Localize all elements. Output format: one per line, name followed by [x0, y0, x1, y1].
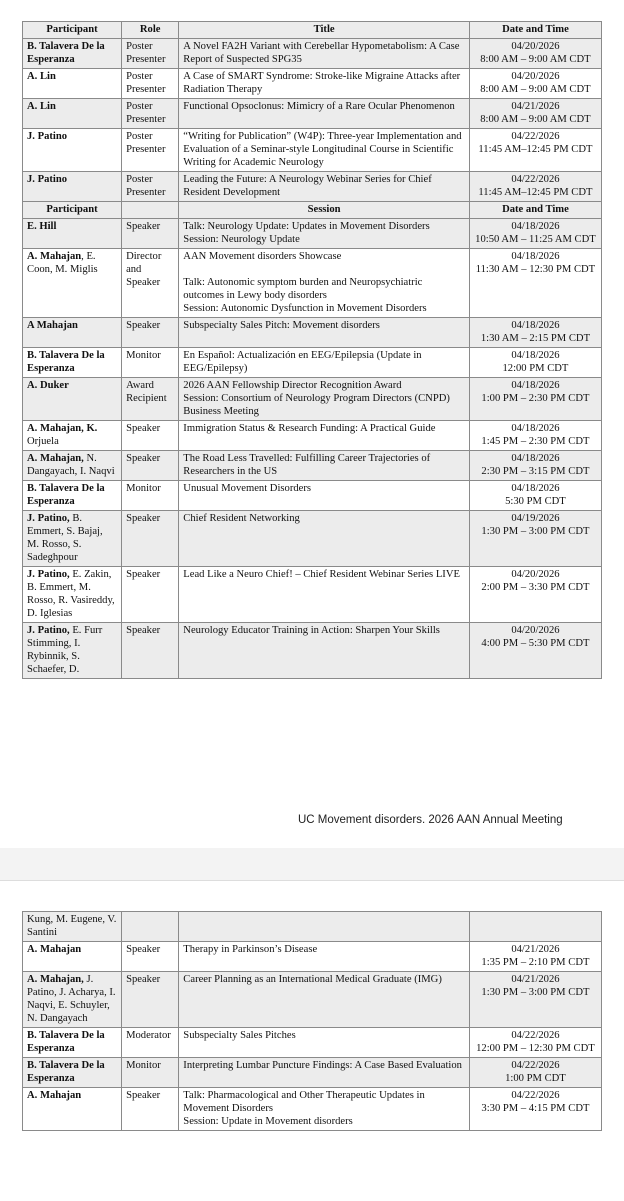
- participant-primary: B. Talavera De la Esperanza: [27, 1060, 105, 1084]
- participant-cell: [23, 1088, 122, 1131]
- title-line: Leading the Future: A Neurology Webinar Series for Chief Resident Development: [183, 174, 432, 198]
- title-line: [183, 263, 465, 276]
- participant-primary: A. Mahajan, K.: [27, 423, 98, 434]
- role-cell: Speaker: [122, 972, 179, 1028]
- title-cell: [179, 623, 470, 679]
- event-time: 11:30 AM – 12:30 PM CDT: [475, 264, 596, 275]
- date-time-cell: [469, 567, 601, 623]
- event-date: 04/22/2026: [511, 1060, 560, 1071]
- participant-cell: [23, 511, 122, 567]
- role-cell: Speaker: [122, 567, 179, 623]
- title-line: Interpreting Lumbar Puncture Findings: A Case Based Evaluation: [183, 1060, 462, 1071]
- title-cell: [179, 912, 470, 942]
- title-line: A Novel FA2H Variant with Cerebellar Hypometabolism: A Case Report of Suspected SPG35: [183, 41, 460, 65]
- column-header: Date and Time: [469, 22, 601, 39]
- title-line: [183, 913, 465, 926]
- date-time-cell: [469, 39, 601, 69]
- title-cell: [179, 972, 470, 1028]
- event-date: 04/22/2026: [511, 1090, 560, 1101]
- table-row: [23, 129, 602, 172]
- participant-cell: [23, 69, 122, 99]
- event-time: 11:45 AM–12:45 PM CDT: [478, 144, 593, 155]
- participant-primary: A. Lin: [27, 101, 56, 112]
- event-time: 4:00 PM – 5:30 PM CDT: [481, 638, 590, 649]
- event-time: 1:30 PM – 3:00 PM CDT: [481, 526, 590, 537]
- title-line: Neurology Educator Training in Action: Sharpen Your Skills: [183, 625, 440, 636]
- title-cell: [179, 511, 470, 567]
- column-header: Participant: [23, 202, 122, 219]
- participant-cell: [23, 219, 122, 249]
- title-line: Lead Like a Neuro Chief! – Chief Resident Webinar Series LIVE: [183, 569, 460, 580]
- participant-cell: [23, 912, 122, 942]
- table-row: [23, 318, 602, 348]
- table-row: [23, 451, 602, 481]
- title-line: Functional Opsoclonus: Mimicry of a Rare Ocular Phenomenon: [183, 101, 455, 112]
- table-row: [23, 567, 602, 623]
- title-line: Session: Consortium of Neurology Program Directors (CNPD) Business Meeting: [183, 393, 450, 417]
- participant-primary: B. Talavera De la Esperanza: [27, 41, 105, 65]
- date-time-cell: [469, 1028, 601, 1058]
- table-row: [23, 511, 602, 567]
- participant-cell: [23, 172, 122, 202]
- participant-primary: A. Mahajan: [27, 944, 82, 955]
- date-time-cell: [469, 219, 601, 249]
- table-row: [23, 972, 602, 1028]
- participant-cell: [23, 39, 122, 69]
- event-date: 04/22/2026: [511, 1030, 560, 1041]
- role-cell: Monitor: [122, 348, 179, 378]
- participant-primary: J. Patino: [27, 131, 68, 142]
- participant-cell: [23, 623, 122, 679]
- event-time: 2:00 PM – 3:30 PM CDT: [481, 582, 590, 593]
- participant-cell: [23, 567, 122, 623]
- event-date: 04/18/2026: [511, 423, 560, 434]
- event-time: 1:30 AM – 2:15 PM CDT: [480, 333, 591, 344]
- table-row: [23, 69, 602, 99]
- title-cell: [179, 249, 470, 318]
- date-time-cell: [469, 99, 601, 129]
- date-time-cell: [469, 172, 601, 202]
- title-line: “Writing for Publication” (W4P): Three-year Implementation and Evaluation of a Seminar-style Longitudinal Course in Scientific Writing for Academic Neurology: [183, 131, 462, 168]
- event-date: 04/18/2026: [511, 251, 560, 262]
- event-time: 2:30 PM – 3:15 PM CDT: [481, 466, 590, 477]
- participant-cell: [23, 129, 122, 172]
- title-line: 2026 AAN Fellowship Director Recognition Award: [183, 380, 402, 391]
- participant-cell: [23, 451, 122, 481]
- date-time-cell: [469, 129, 601, 172]
- participant-cell: [23, 249, 122, 318]
- event-date: 04/18/2026: [511, 483, 560, 494]
- participant-primary: A. Mahajan,: [27, 974, 84, 985]
- participant-primary: B. Talavera De la Esperanza: [27, 483, 105, 507]
- role-cell: Speaker: [122, 451, 179, 481]
- date-time-cell: [469, 318, 601, 348]
- title-cell: [179, 1088, 470, 1131]
- title-cell: [179, 942, 470, 972]
- date-time-cell: [469, 912, 601, 942]
- table-row: [23, 1058, 602, 1088]
- title-cell: [179, 567, 470, 623]
- table-row: [23, 421, 602, 451]
- date-time-cell: [469, 348, 601, 378]
- event-date: 04/21/2026: [511, 101, 560, 112]
- table-row: [23, 912, 602, 942]
- column-header: [122, 202, 179, 219]
- date-time-cell: [469, 1058, 601, 1088]
- role-cell: Speaker: [122, 318, 179, 348]
- title-line: Unusual Movement Disorders: [183, 483, 311, 494]
- date-time-cell: [469, 481, 601, 511]
- event-date: 04/20/2026: [511, 71, 560, 82]
- title-line: Career Planning as an International Medical Graduate (IMG): [183, 974, 442, 985]
- title-cell: [179, 378, 470, 421]
- title-line: A Case of SMART Syndrome: Stroke-like Migraine Attacks after Radiation Therapy: [183, 71, 461, 95]
- role-cell: Monitor: [122, 1058, 179, 1088]
- event-time: 12:00 PM CDT: [502, 363, 569, 374]
- title-cell: [179, 421, 470, 451]
- table-row: [23, 249, 602, 318]
- event-date: 04/18/2026: [511, 380, 560, 391]
- title-cell: [179, 1028, 470, 1058]
- participant-primary: J. Patino,: [27, 513, 70, 524]
- participant-others: Orjuela: [27, 436, 59, 447]
- date-time-cell: [469, 451, 601, 481]
- participant-primary: A Mahajan: [27, 320, 78, 331]
- role-cell: Poster Presenter: [122, 172, 179, 202]
- title-cell: [179, 129, 470, 172]
- date-time-cell: [469, 511, 601, 567]
- table-row: [23, 481, 602, 511]
- event-time: 1:00 PM CDT: [505, 1073, 566, 1084]
- table-row: [23, 219, 602, 249]
- role-cell: Director and Speaker: [122, 249, 179, 318]
- column-header: Date and Time: [469, 202, 601, 219]
- event-date: 04/20/2026: [511, 569, 560, 580]
- date-time-cell: [469, 421, 601, 451]
- date-time-cell: [469, 69, 601, 99]
- participant-primary: A. Duker: [27, 380, 69, 391]
- title-line: Talk: Autonomic symptom burden and Neuropsychiatric outcomes in Lewy body disorders: [183, 277, 423, 301]
- role-cell: Speaker: [122, 623, 179, 679]
- participant-others: , E. Coon, M. Miglis: [27, 251, 98, 275]
- event-date: 04/19/2026: [511, 513, 560, 524]
- participant-cell: [23, 1028, 122, 1058]
- table-header-row: [23, 22, 602, 39]
- table-row: [23, 99, 602, 129]
- event-time: 1:00 PM – 2:30 PM CDT: [481, 393, 590, 404]
- date-time-cell: [469, 623, 601, 679]
- role-cell: Poster Presenter: [122, 39, 179, 69]
- table-row: [23, 378, 602, 421]
- event-time: 1:35 PM – 2:10 PM CDT: [481, 957, 590, 968]
- title-line: Therapy in Parkinson’s Disease: [183, 944, 318, 955]
- event-date: 04/21/2026: [511, 944, 560, 955]
- event-time: 1:30 PM – 3:00 PM CDT: [481, 987, 590, 998]
- event-date: 04/22/2026: [511, 131, 560, 142]
- title-cell: [179, 39, 470, 69]
- role-cell: Award Recipient: [122, 378, 179, 421]
- title-line: Session: Autonomic Dysfunction in Movement Disorders: [183, 303, 427, 314]
- participant-cell: [23, 348, 122, 378]
- participant-others: E. Zakin, B. Emmert, M. Rosso, R. Vasireddy, D. Iglesias: [27, 569, 115, 619]
- event-time: 12:00 PM – 12:30 PM CDT: [476, 1043, 595, 1054]
- role-cell: [122, 912, 179, 942]
- event-date: 04/21/2026: [511, 974, 560, 985]
- event-date: 04/20/2026: [511, 625, 560, 636]
- participant-primary: J. Patino,: [27, 625, 70, 636]
- title-line: AAN Movement disorders Showcase: [183, 251, 342, 262]
- role-cell: Poster Presenter: [122, 69, 179, 99]
- schedule-table-page-1: [22, 21, 602, 679]
- role-cell: Poster Presenter: [122, 99, 179, 129]
- event-date: 04/18/2026: [511, 320, 560, 331]
- participant-cell: [23, 481, 122, 511]
- title-cell: [179, 172, 470, 202]
- event-time: 11:45 AM–12:45 PM CDT: [478, 187, 593, 198]
- participant-cell: [23, 421, 122, 451]
- title-cell: [179, 1058, 470, 1088]
- event-time: 3:30 PM – 4:15 PM CDT: [481, 1103, 590, 1114]
- event-time: 8:00 AM – 9:00 AM CDT: [480, 54, 591, 65]
- table-row: [23, 942, 602, 972]
- role-cell: Speaker: [122, 1088, 179, 1131]
- participant-others: B. Emmert, S. Bajaj, M. Rosso, S. Sadeghpour: [27, 513, 103, 563]
- date-time-cell: [469, 378, 601, 421]
- role-cell: Speaker: [122, 421, 179, 451]
- participant-cell: [23, 972, 122, 1028]
- title-line: Talk: Neurology Update: Updates in Movement Disorders: [183, 221, 430, 232]
- participant-others: Kung, M. Eugene, V. Santini: [27, 914, 117, 938]
- title-cell: [179, 481, 470, 511]
- participant-primary: A. Mahajan,: [27, 453, 84, 464]
- table-header-row: [23, 202, 602, 219]
- date-time-cell: [469, 1088, 601, 1131]
- participant-primary: A. Lin: [27, 71, 56, 82]
- date-time-cell: [469, 249, 601, 318]
- role-cell: Poster Presenter: [122, 129, 179, 172]
- table-row: [23, 39, 602, 69]
- table-row: [23, 172, 602, 202]
- event-date: 04/18/2026: [511, 221, 560, 232]
- table-row: [23, 1028, 602, 1058]
- event-date: 04/22/2026: [511, 174, 560, 185]
- table-row: [23, 348, 602, 378]
- date-time-cell: [469, 972, 601, 1028]
- participant-primary: B. Talavera De la Esperanza: [27, 1030, 105, 1054]
- event-date: 04/18/2026: [511, 453, 560, 464]
- column-header: Title: [179, 22, 470, 39]
- table-row: [23, 623, 602, 679]
- participant-primary: B. Talavera De la Esperanza: [27, 350, 105, 374]
- event-date: 04/20/2026: [511, 41, 560, 52]
- participant-cell: [23, 1058, 122, 1088]
- title-cell: [179, 69, 470, 99]
- title-cell: [179, 219, 470, 249]
- title-line: The Road Less Travelled: Fulfilling Career Trajectories of Researchers in the US: [183, 453, 431, 477]
- participant-cell: [23, 942, 122, 972]
- title-line: Immigration Status & Research Funding: A Practical Guide: [183, 423, 436, 434]
- event-time: 8:00 AM – 9:00 AM CDT: [480, 84, 591, 95]
- participant-others: E. Furr Stimming, I. Rybinnik, S. Schaefer, D.: [27, 625, 103, 675]
- date-time-cell: [469, 942, 601, 972]
- document-caption: UC Movement disorders. 2026 AAN Annual Meeting: [298, 814, 563, 826]
- participant-primary: A. Mahajan: [27, 251, 82, 262]
- title-cell: [179, 318, 470, 348]
- title-cell: [179, 99, 470, 129]
- title-line: Session: Update in Movement disorders: [183, 1116, 353, 1127]
- title-line: Session: Neurology Update: [183, 234, 300, 245]
- participant-others: J. Patino, J. Acharya, I. Naqvi, E. Schuyler, N. Dangayach: [27, 974, 116, 1024]
- role-cell: Speaker: [122, 511, 179, 567]
- title-cell: [179, 451, 470, 481]
- title-cell: [179, 348, 470, 378]
- event-time: 10:50 AM – 11:25 AM CDT: [475, 234, 596, 245]
- title-line: Subspecialty Sales Pitch: Movement disorders: [183, 320, 380, 331]
- participant-primary: E. Hill: [27, 221, 57, 232]
- title-line: Subspecialty Sales Pitches: [183, 1030, 296, 1041]
- participant-others: N. Dangayach, I. Naqvi: [27, 453, 115, 477]
- column-header: Session: [179, 202, 470, 219]
- participant-primary: J. Patino: [27, 174, 68, 185]
- event-date: 04/18/2026: [511, 350, 560, 361]
- column-header: Role: [122, 22, 179, 39]
- event-time: 8:00 AM – 9:00 AM CDT: [480, 114, 591, 125]
- role-cell: Speaker: [122, 942, 179, 972]
- participant-cell: [23, 99, 122, 129]
- participant-primary: J. Patino,: [27, 569, 70, 580]
- role-cell: Monitor: [122, 481, 179, 511]
- event-time: 1:45 PM – 2:30 PM CDT: [481, 436, 590, 447]
- title-line: En Español: Actualización en EEG/Epilepsia (Update in EEG/Epilepsy): [183, 350, 422, 374]
- role-cell: Moderator: [122, 1028, 179, 1058]
- participant-primary: A. Mahajan: [27, 1090, 82, 1101]
- column-header: Participant: [23, 22, 122, 39]
- participant-cell: [23, 378, 122, 421]
- title-line: Talk: Pharmacological and Other Therapeutic Updates in Movement Disorders: [183, 1090, 425, 1114]
- role-cell: Speaker: [122, 219, 179, 249]
- participant-cell: [23, 318, 122, 348]
- title-line: Chief Resident Networking: [183, 513, 300, 524]
- document-page-2: [0, 880, 624, 1201]
- schedule-table-page-2: [22, 911, 602, 1131]
- event-time: 5:30 PM CDT: [505, 496, 566, 507]
- table-row: [23, 1088, 602, 1131]
